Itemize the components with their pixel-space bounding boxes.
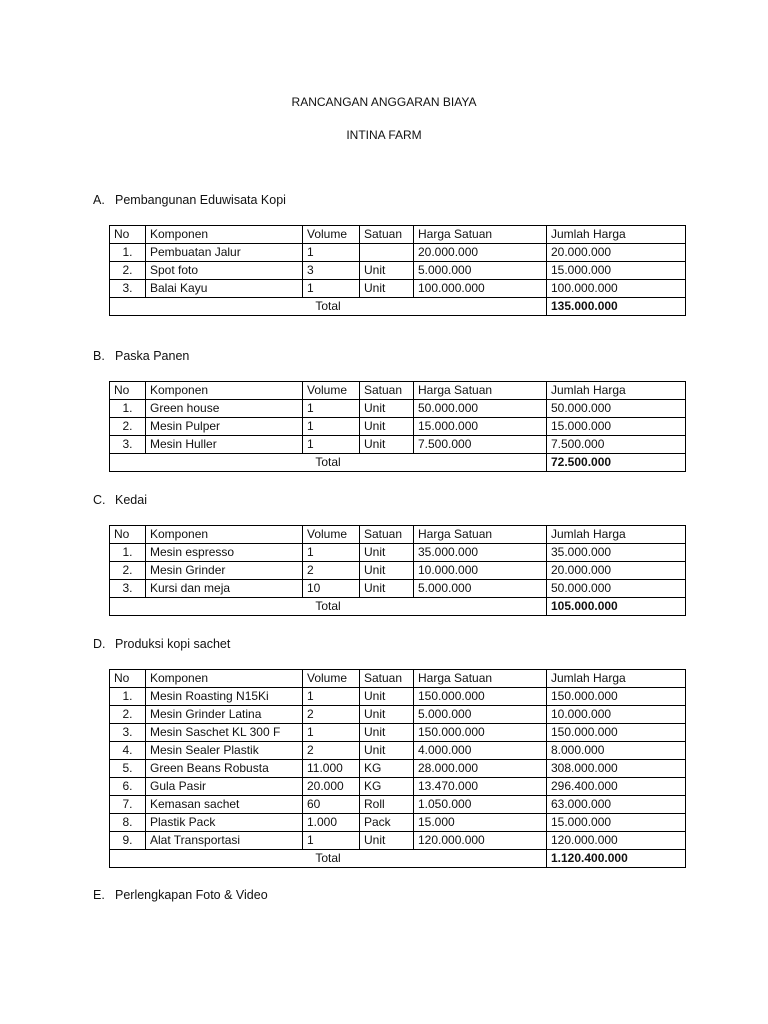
header-jumlah-harga: Jumlah Harga xyxy=(547,382,686,400)
cell-komponen: Mesin Roasting N15Ki xyxy=(146,688,303,706)
cell-komponen: Mesin Pulper xyxy=(146,418,303,436)
cell-volume: 2 xyxy=(303,706,360,724)
cell-volume: 10 xyxy=(303,580,360,598)
table-row xyxy=(110,562,686,580)
cell-komponen: Balai Kayu xyxy=(146,280,303,298)
section-heading xyxy=(93,888,268,902)
header-volume: Volume xyxy=(303,382,360,400)
cell-harga-satuan: 5.000.000 xyxy=(414,580,547,598)
header-no: No xyxy=(110,670,146,688)
cell-satuan: KG xyxy=(360,760,414,778)
cell-jumlah-harga: 20.000.000 xyxy=(547,562,686,580)
table-row xyxy=(110,832,686,850)
cell-no: 3. xyxy=(110,436,146,454)
cell-komponen: Green house xyxy=(146,400,303,418)
table-header-row xyxy=(110,226,686,244)
header-satuan: Satuan xyxy=(360,226,414,244)
header-komponen: Komponen xyxy=(146,670,303,688)
cell-no: 1. xyxy=(110,244,146,262)
total-label: Total xyxy=(110,598,547,616)
cell-jumlah-harga: 15.000.000 xyxy=(547,418,686,436)
table-row xyxy=(110,580,686,598)
cell-satuan: Unit xyxy=(360,400,414,418)
section-title: Perlengkapan Foto & Video xyxy=(115,888,268,902)
total-value: 72.500.000 xyxy=(547,454,686,472)
header-komponen: Komponen xyxy=(146,526,303,544)
cell-harga-satuan: 1.050.000 xyxy=(414,796,547,814)
total-value: 105.000.000 xyxy=(547,598,686,616)
table-row xyxy=(110,280,686,298)
cell-harga-satuan: 4.000.000 xyxy=(414,742,547,760)
cell-satuan: Unit xyxy=(360,742,414,760)
table-header-row xyxy=(110,526,686,544)
section-letter: D. xyxy=(93,637,106,651)
cell-no: 2. xyxy=(110,706,146,724)
table-row xyxy=(110,418,686,436)
cell-satuan: Unit xyxy=(360,262,414,280)
total-value: 135.000.000 xyxy=(547,298,686,316)
cell-volume: 1 xyxy=(303,436,360,454)
header-no: No xyxy=(110,526,146,544)
cell-satuan: Unit xyxy=(360,706,414,724)
cell-harga-satuan: 150.000.000 xyxy=(414,724,547,742)
cell-satuan: Roll xyxy=(360,796,414,814)
budget-table xyxy=(109,225,686,316)
cell-jumlah-harga: 15.000.000 xyxy=(547,262,686,280)
cell-volume: 1 xyxy=(303,280,360,298)
document-subtitle: INTINA FARM xyxy=(346,128,422,142)
cell-komponen: Mesin Sealer Plastik xyxy=(146,742,303,760)
table-row xyxy=(110,244,686,262)
cell-jumlah-harga: 63.000.000 xyxy=(547,796,686,814)
cell-komponen: Pembuatan Jalur xyxy=(146,244,303,262)
header-harga-satuan: Harga Satuan xyxy=(414,226,547,244)
budget-table xyxy=(109,669,686,868)
table-row xyxy=(110,724,686,742)
header-jumlah-harga: Jumlah Harga xyxy=(547,226,686,244)
cell-harga-satuan: 35.000.000 xyxy=(414,544,547,562)
cell-jumlah-harga: 308.000.000 xyxy=(547,760,686,778)
cell-komponen: Mesin Grinder Latina xyxy=(146,706,303,724)
cell-jumlah-harga: 150.000.000 xyxy=(547,724,686,742)
cell-harga-satuan: 13.470.000 xyxy=(414,778,547,796)
cell-no: 1. xyxy=(110,544,146,562)
section-heading xyxy=(93,637,230,651)
header-volume: Volume xyxy=(303,670,360,688)
cell-harga-satuan: 20.000.000 xyxy=(414,244,547,262)
cell-satuan xyxy=(360,244,414,262)
cell-volume: 20.000 xyxy=(303,778,360,796)
section-heading xyxy=(93,493,147,507)
cell-jumlah-harga: 15.000.000 xyxy=(547,814,686,832)
cell-harga-satuan: 100.000.000 xyxy=(414,280,547,298)
cell-komponen: Plastik Pack xyxy=(146,814,303,832)
table-row xyxy=(110,742,686,760)
header-volume: Volume xyxy=(303,526,360,544)
cell-harga-satuan: 15.000.000 xyxy=(414,418,547,436)
total-row xyxy=(110,850,686,868)
total-label: Total xyxy=(110,298,547,316)
cell-satuan: Unit xyxy=(360,562,414,580)
cell-jumlah-harga: 120.000.000 xyxy=(547,832,686,850)
cell-volume: 1 xyxy=(303,244,360,262)
table-row xyxy=(110,760,686,778)
cell-jumlah-harga: 7.500.000 xyxy=(547,436,686,454)
cell-komponen: Mesin Huller xyxy=(146,436,303,454)
table-row xyxy=(110,262,686,280)
header-no: No xyxy=(110,226,146,244)
cell-volume: 60 xyxy=(303,796,360,814)
cell-jumlah-harga: 150.000.000 xyxy=(547,688,686,706)
table-row xyxy=(110,796,686,814)
cell-komponen: Mesin espresso xyxy=(146,544,303,562)
cell-no: 4. xyxy=(110,742,146,760)
cell-komponen: Kemasan sachet xyxy=(146,796,303,814)
cell-no: 2. xyxy=(110,562,146,580)
cell-volume: 1 xyxy=(303,418,360,436)
cell-no: 9. xyxy=(110,832,146,850)
section-heading xyxy=(93,349,189,363)
header-jumlah-harga: Jumlah Harga xyxy=(547,670,686,688)
cell-volume: 2 xyxy=(303,562,360,580)
cell-no: 6. xyxy=(110,778,146,796)
cell-volume: 2 xyxy=(303,742,360,760)
cell-satuan: Pack xyxy=(360,814,414,832)
header-harga-satuan: Harga Satuan xyxy=(414,382,547,400)
table-header-row xyxy=(110,670,686,688)
header-satuan: Satuan xyxy=(360,670,414,688)
cell-harga-satuan: 28.000.000 xyxy=(414,760,547,778)
cell-volume: 1 xyxy=(303,544,360,562)
budget-table xyxy=(109,525,686,616)
table-row xyxy=(110,706,686,724)
cell-no: 2. xyxy=(110,418,146,436)
total-row xyxy=(110,298,686,316)
document-title: RANCANGAN ANGGARAN BIAYA xyxy=(291,95,477,109)
cell-jumlah-harga: 35.000.000 xyxy=(547,544,686,562)
header-komponen: Komponen xyxy=(146,226,303,244)
cell-satuan: Unit xyxy=(360,436,414,454)
table-row xyxy=(110,814,686,832)
cell-komponen: Gula Pasir xyxy=(146,778,303,796)
cell-volume: 3 xyxy=(303,262,360,280)
cell-komponen: Green Beans Robusta xyxy=(146,760,303,778)
cell-no: 3. xyxy=(110,280,146,298)
cell-jumlah-harga: 8.000.000 xyxy=(547,742,686,760)
cell-jumlah-harga: 100.000.000 xyxy=(547,280,686,298)
table-row xyxy=(110,778,686,796)
header-satuan: Satuan xyxy=(360,526,414,544)
header-jumlah-harga: Jumlah Harga xyxy=(547,526,686,544)
cell-volume: 11.000 xyxy=(303,760,360,778)
table-row xyxy=(110,688,686,706)
header-volume: Volume xyxy=(303,226,360,244)
total-value: 1.120.400.000 xyxy=(547,850,686,868)
section-letter: B. xyxy=(93,349,105,363)
cell-harga-satuan: 150.000.000 xyxy=(414,688,547,706)
cell-volume: 1 xyxy=(303,832,360,850)
cell-satuan: Unit xyxy=(360,280,414,298)
section-title: Kedai xyxy=(115,493,147,507)
total-row xyxy=(110,454,686,472)
cell-harga-satuan: 120.000.000 xyxy=(414,832,547,850)
cell-volume: 1 xyxy=(303,400,360,418)
cell-volume: 1 xyxy=(303,688,360,706)
total-label: Total xyxy=(110,454,547,472)
table-header-row xyxy=(110,382,686,400)
cell-no: 3. xyxy=(110,580,146,598)
table-row xyxy=(110,544,686,562)
cell-volume: 1.000 xyxy=(303,814,360,832)
cell-satuan: Unit xyxy=(360,580,414,598)
section-title: Produksi kopi sachet xyxy=(115,637,231,651)
cell-komponen: Spot foto xyxy=(146,262,303,280)
header-no: No xyxy=(110,382,146,400)
cell-komponen: Alat Transportasi xyxy=(146,832,303,850)
cell-komponen: Kursi dan meja xyxy=(146,580,303,598)
cell-komponen: Mesin Grinder xyxy=(146,562,303,580)
cell-no: 5. xyxy=(110,760,146,778)
section-title: Paska Panen xyxy=(115,349,190,363)
section-heading xyxy=(93,193,286,207)
header-satuan: Satuan xyxy=(360,382,414,400)
cell-satuan: Unit xyxy=(360,832,414,850)
cell-satuan: Unit xyxy=(360,724,414,742)
table-row xyxy=(110,436,686,454)
cell-jumlah-harga: 50.000.000 xyxy=(547,400,686,418)
cell-volume: 1 xyxy=(303,724,360,742)
cell-jumlah-harga: 296.400.000 xyxy=(547,778,686,796)
total-label: Total xyxy=(110,850,547,868)
header-harga-satuan: Harga Satuan xyxy=(414,526,547,544)
cell-harga-satuan: 10.000.000 xyxy=(414,562,547,580)
cell-no: 2. xyxy=(110,262,146,280)
cell-satuan: Unit xyxy=(360,544,414,562)
cell-harga-satuan: 5.000.000 xyxy=(414,706,547,724)
cell-no: 1. xyxy=(110,688,146,706)
cell-jumlah-harga: 20.000.000 xyxy=(547,244,686,262)
table-row xyxy=(110,400,686,418)
section-letter: C. xyxy=(93,493,106,507)
cell-no: 7. xyxy=(110,796,146,814)
section-letter: A. xyxy=(93,193,105,207)
header-harga-satuan: Harga Satuan xyxy=(414,670,547,688)
cell-harga-satuan: 50.000.000 xyxy=(414,400,547,418)
cell-jumlah-harga: 10.000.000 xyxy=(547,706,686,724)
cell-komponen: Mesin Saschet KL 300 F xyxy=(146,724,303,742)
cell-satuan: KG xyxy=(360,778,414,796)
budget-table xyxy=(109,381,686,472)
cell-no: 8. xyxy=(110,814,146,832)
cell-harga-satuan: 7.500.000 xyxy=(414,436,547,454)
cell-satuan: Unit xyxy=(360,688,414,706)
total-row xyxy=(110,598,686,616)
header-komponen: Komponen xyxy=(146,382,303,400)
section-title: Pembangunan Eduwisata Kopi xyxy=(115,193,286,207)
cell-no: 1. xyxy=(110,400,146,418)
cell-no: 3. xyxy=(110,724,146,742)
cell-harga-satuan: 5.000.000 xyxy=(414,262,547,280)
cell-satuan: Unit xyxy=(360,418,414,436)
cell-jumlah-harga: 50.000.000 xyxy=(547,580,686,598)
section-letter: E. xyxy=(93,888,105,902)
cell-harga-satuan: 15.000 xyxy=(414,814,547,832)
